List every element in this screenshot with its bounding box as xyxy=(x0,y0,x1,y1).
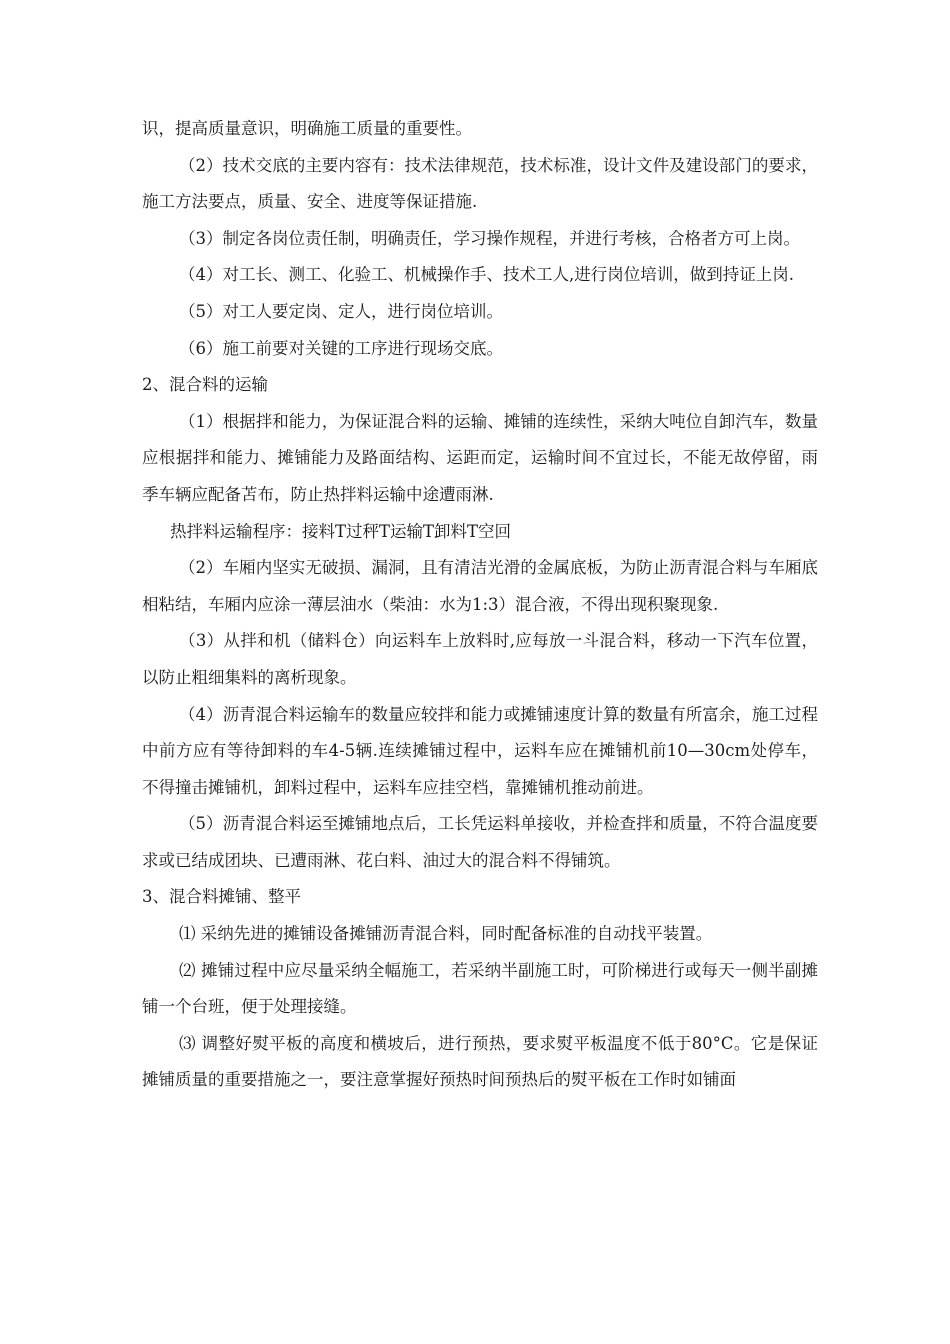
paragraph-item-3-responsibility: （3）制定各岗位责任制，明确责任，学习操作规程，并进行考核，合格者方可上岗。 xyxy=(179,228,800,248)
section-heading-transport: 2、混合料的运输 xyxy=(142,375,268,395)
paragraph-continuation: 识，提高质量意识，明确施工质量的重要性。 xyxy=(142,119,472,138)
paragraph-transport-5: （5）沥青混合料运至摊铺地点后，工长凭运料单接收，并检查拌和质量，不符合温度要求或已结成团块、已遭雨淋、花白料、油过大的混合料不得铺筑。 xyxy=(142,814,818,870)
paragraph-item-6-onsite-briefing: （6）施工前要对关键的工序进行现场交底。 xyxy=(179,338,503,358)
paragraph-paving-3: ⑶ 调整好熨平板的高度和横坡后，进行预热，要求熨平板温度不低于80°C。它是保证摊铺质量的重要措施之一，要注意掌握好预热时间预热后的熨平板在工作时如铺面 xyxy=(142,1033,818,1090)
paragraph-paving-2: ⑵ 摊铺过程中应尽量采纳全幅施工，若采纳半副施工时，可阶梯进行或每天一侧半副摊铺一个台班，便于处理接缝。 xyxy=(142,960,818,1017)
paragraph-item-4-training: （4）对工长、测工、化验工、机械操作手、技术工人,进行岗位培训，做到持证上岗. xyxy=(179,265,794,285)
document-body xyxy=(142,111,818,1099)
section-heading-paving: 3、混合料摊铺、整平 xyxy=(142,887,301,907)
paragraph-transport-2: （2）车厢内坚实无破损、漏洞，且有清洁光滑的金属底板，为防止沥青混合料与车厢底相粘结，车厢内应涂一薄层油水（柴油：水为1:3）混合液，不得出现积聚现象. xyxy=(142,558,818,614)
paragraph-paving-1: ⑴ 采纳先进的摊铺设备摊铺沥青混合料，同时配备标准的自动找平装置。 xyxy=(179,924,713,944)
paragraph-transport-procedure: 热拌料运输程序：接料Τ过秤Τ运输Τ卸料Τ空回 xyxy=(170,521,512,541)
paragraph-transport-3: （3）从拌和机（储料仓）向运料车上放料时,应每放一斗混合料，移动一下汽车位置，以防止粗细集料的离析现象。 xyxy=(142,631,818,687)
paragraph-item-2-technical-briefing: （2）技术交底的主要内容有：技术法律规范，技术标准，设计文件及建设部门的要求，施工方法要点，质量、安全、进度等保证措施. xyxy=(142,155,818,212)
paragraph-transport-4: （4）沥青混合料运输车的数量应较拌和能力或摊铺速度计算的数量有所富余，施工过程中前方应有等待卸料的车4-5辆.连续摊铺过程中，运料车应在摊铺机前10—30cm处停车，不得撞击摊铺机，卸料过程中，运料车应挂空档，靠摊铺机推动前进。 xyxy=(142,704,818,797)
paragraph-transport-1: （1）根据拌和能力，为保证混合料的运输、摊铺的连续性，采纳大吨位自卸汽车，数量应根据拌和能力、摊铺能力及路面结构、运距而定，运输时间不宜过长，不能无故停留，雨季车辆应配备苫布，防止热拌料运输中途遭雨淋. xyxy=(142,411,818,504)
paragraph-item-5-assignment: （5）对工人要定岗、定人，进行岗位培训。 xyxy=(179,301,503,321)
